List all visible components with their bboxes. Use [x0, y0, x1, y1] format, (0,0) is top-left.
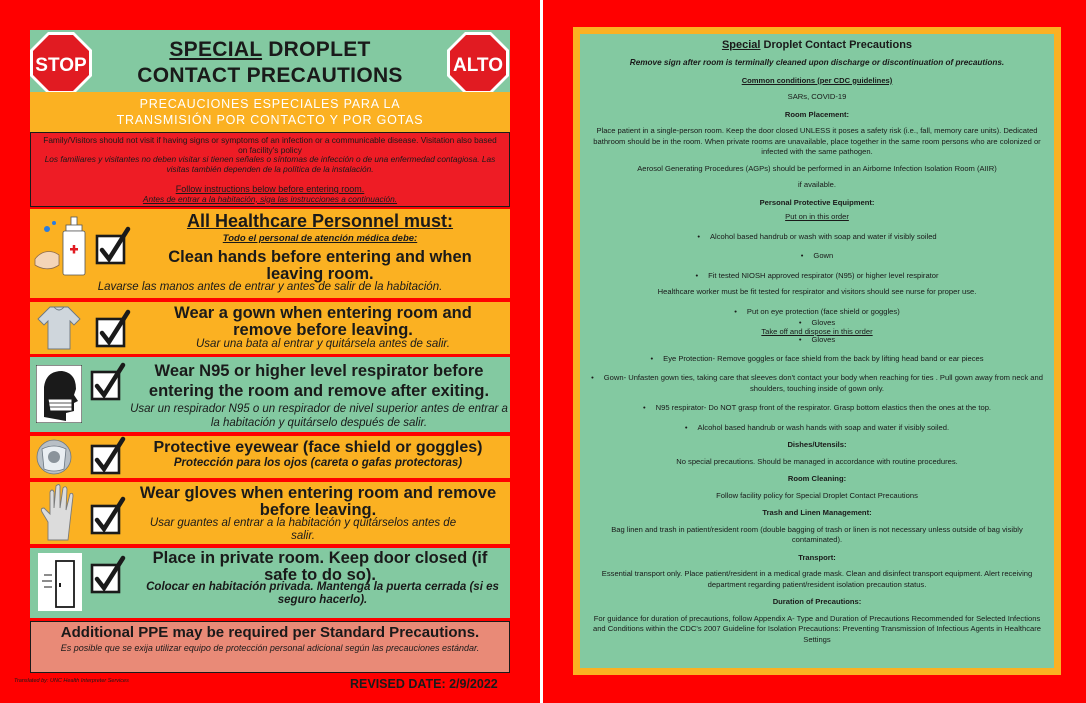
alto-sign-icon — [446, 31, 510, 95]
additional-ppe-es: Es posible que se exija utilizar equipo de protección personal adicional según las precauciones estándar. — [60, 643, 480, 653]
agp-text-2: if available. — [798, 180, 836, 189]
duration-heading: Duration of Precautions: — [772, 597, 862, 606]
take-off-item: • Gown- Unfasten gown ties, taking care that sleeves don't contact your body when reaching for ties . Pull gown away from neck and shoulders, touching inside of gown only. — [590, 373, 1044, 394]
row-eyewear-en: Protective eyewear (face shield or goggles) — [153, 439, 483, 456]
take-off-item: • N95 respirator- Do NOT grasp front of the respirator. Grasp bottom elastics then the ones at the top. — [590, 403, 1044, 414]
put-on-item: • Gloves — [590, 319, 1044, 328]
translated-by: Translated by: UNC Health Interpreter Services — [14, 678, 129, 684]
stop-sign-label: STOP — [35, 55, 87, 76]
room-placement-heading: Room Placement: — [784, 109, 850, 119]
agp-text: Aerosol Generating Procedures (AGPs) should be performed in an Airborne Infection Isolation Room (AIIR) — [637, 163, 997, 173]
checkbox-checked-icon — [90, 496, 128, 541]
hand-sanitizer-icon — [33, 215, 91, 277]
checkbox-checked-icon — [90, 436, 128, 481]
room-cleaning-heading: Room Cleaning: — [787, 474, 847, 483]
instruction-row-gown — [30, 302, 510, 354]
put-on-item: • Fit tested NIOSH approved respirator (N95) or higher level respirator — [590, 271, 1044, 282]
spanish-title — [30, 92, 510, 132]
row-gloves-en: Wear gloves when entering room and remove before leaving. — [139, 484, 497, 519]
visitor-notice-es: Los familiares y visitantes no deben visitar si tienen señales o síntomas de infección o de una enfermedad contagiosa. Las visitas también dependen de la política de la instalación. — [44, 154, 496, 174]
hcp-title-es: Todo el personal de atención médica debe: — [222, 233, 418, 244]
row-hands-en: Clean hands before entering and when leaving room. — [168, 248, 472, 283]
guidelines-title — [590, 38, 1044, 52]
transport-heading: Transport: — [798, 552, 836, 562]
instruction-row-respirator — [30, 357, 510, 432]
row-private-room-en: Place in private room. Keep door closed (if safe to do so). — [152, 549, 488, 584]
fit-test-note: Healthcare worker must be fit tested for respirator and visitors should see nurse for proper use. — [657, 287, 977, 296]
put-on-item: • Alcohol based handrub or wash with soap and water if visibly soiled — [590, 232, 1044, 243]
checkbox-checked-icon — [95, 226, 133, 271]
take-off-item: • Gloves — [590, 336, 1044, 345]
room-cleaning-text: Follow facility policy for Special Droplet Contact Precautions — [716, 490, 918, 500]
follow-instructions-es: Antes de entrar a la habitación, siga las instrucciones a continuación. — [142, 193, 398, 204]
follow-instructions-en: Follow instructions below before entering room. — [175, 184, 365, 194]
page-title-line1 — [100, 38, 440, 62]
spanish-title-line2: TRANSMISIÓN POR CONTACTO Y POR GOTAS — [116, 113, 424, 127]
guidelines-panel — [580, 34, 1054, 668]
common-conditions-text: SARs, COVID-19 — [787, 92, 847, 101]
dishes-heading: Dishes/Utensils: — [787, 440, 847, 449]
row-gloves-es: Usar guantes al entrar a la habitación y quitárselos antes de salir. — [149, 517, 457, 542]
revised-date: REVISED DATE: 2/9/2022 — [350, 677, 498, 691]
spanish-title-line1: PRECAUCIONES ESPECIALES PARA LA — [139, 97, 401, 111]
duration-text: For guidance for duration of precautions, follow Appendix A- Type and Duration of Precautions Recommended for Selected Infections and Conditions within the CDC's 2007 Guideline for Isolation Precautions: Preventing Transmission of Infectious Agents in Healthcare Settings — [592, 613, 1042, 644]
row-respirator-es: Usar un respirador N95 o un respirador de nivel superior antes de entrar a la habitación y quitárselo después de salir. — [130, 403, 508, 429]
common-conditions-heading: Common conditions (per CDC guidelines) — [741, 75, 893, 85]
stop-sign-icon — [29, 31, 93, 95]
page-title-line2: CONTACT PRECAUTIONS — [137, 64, 403, 87]
transport-text: Essential transport only. Place patient/resident in a medical grade mask. Clean and disinfect transport equipment. Alert receiving department regarding patient/resident isolation precaution status. — [601, 569, 1033, 589]
take-off-item: • Eye Protection- Remove goggles or face shield from the back by lifting head band or ear pieces — [590, 354, 1044, 365]
additional-ppe-en: Additional PPE may be required per Standard Precautions. — [60, 624, 480, 641]
title-word-special: SPECIAL — [169, 38, 263, 61]
remove-sign-note: Remove sign after room is terminally cleaned upon discharge or discontinuation of precautions. — [629, 58, 1005, 67]
face-shield-icon — [32, 439, 76, 475]
put-on-heading: Put on in this order — [785, 212, 849, 221]
take-off-heading: Take off and dispose in this order — [761, 326, 873, 336]
hcp-title: All Healthcare Personnel must: — [186, 211, 454, 231]
visitor-notice — [30, 132, 510, 207]
row-respirator-en: Wear N95 or higher level respirator before entering the room and remove after exiting. — [148, 362, 490, 400]
row-private-room-es: Colocar en habitación privada. Mantenga la puerta cerrada (si es seguro hacerlo). — [146, 581, 499, 606]
glove-icon — [38, 482, 78, 542]
respirator-icon — [36, 365, 82, 423]
gown-icon — [36, 305, 82, 351]
row-hands-es: Lavarse las manos antes de entrar y antes de salir de la habitación. — [97, 281, 443, 293]
instruction-row-eyewear — [30, 436, 510, 478]
title-rest: Droplet Contact Precautions — [760, 39, 913, 51]
room-placement-text: Place patient in a single-person room. Keep the door closed UNLESS it poses a safety risk (i.e., fall, memory care units). Dedicated bathroom should be in the room. When private rooms are unavailable, place together in the same room persons who are colonized or infected with the same pathogen. — [593, 126, 1041, 156]
title-special: Special — [721, 39, 761, 51]
checkbox-checked-icon — [90, 362, 128, 407]
checkbox-checked-icon — [95, 309, 133, 354]
row-gown-es: Usar una bata al entrar y quitársela antes de salir. — [196, 338, 450, 350]
put-on-item: • Put on eye protection (face shield or goggles) — [590, 307, 1044, 318]
row-gown-en: Wear a gown when entering room and remove before leaving. — [174, 304, 472, 339]
alto-sign-label: ALTO — [453, 55, 503, 76]
additional-ppe-band — [30, 621, 510, 673]
title-word-droplet: DROPLET — [262, 38, 371, 61]
put-on-item: • Gown — [590, 251, 1044, 262]
ppe-heading: Personal Protective Equipment: — [759, 197, 875, 207]
right-page — [543, 0, 1086, 703]
dishes-text: No special precautions. Should be managed in accordance with routine procedures. — [676, 456, 958, 466]
door-icon — [38, 553, 82, 611]
trash-linen-text: Bag linen and trash in patient/resident room (double bagging of trash or linen is not necessary unless outside of bag visibly contaminated). — [611, 524, 1023, 544]
checkbox-checked-icon — [90, 555, 128, 600]
take-off-item: • Alcohol based handrub or wash hands with soap and water if visibly soiled. — [590, 423, 1044, 434]
instruction-row-hands — [30, 209, 510, 298]
instruction-row-private-room — [30, 548, 510, 618]
trash-linen-heading: Trash and Linen Management: — [762, 508, 872, 517]
left-page — [0, 0, 540, 703]
visitor-notice-en: Family/Visitors should not visit if having signs or symptoms of an infection or a communicable disease. Visitation also based on facility's policy — [43, 135, 497, 155]
instruction-row-gloves — [30, 482, 510, 544]
row-eyewear-es: Protección para los ojos (careta o gafas protectoras) — [173, 457, 463, 469]
